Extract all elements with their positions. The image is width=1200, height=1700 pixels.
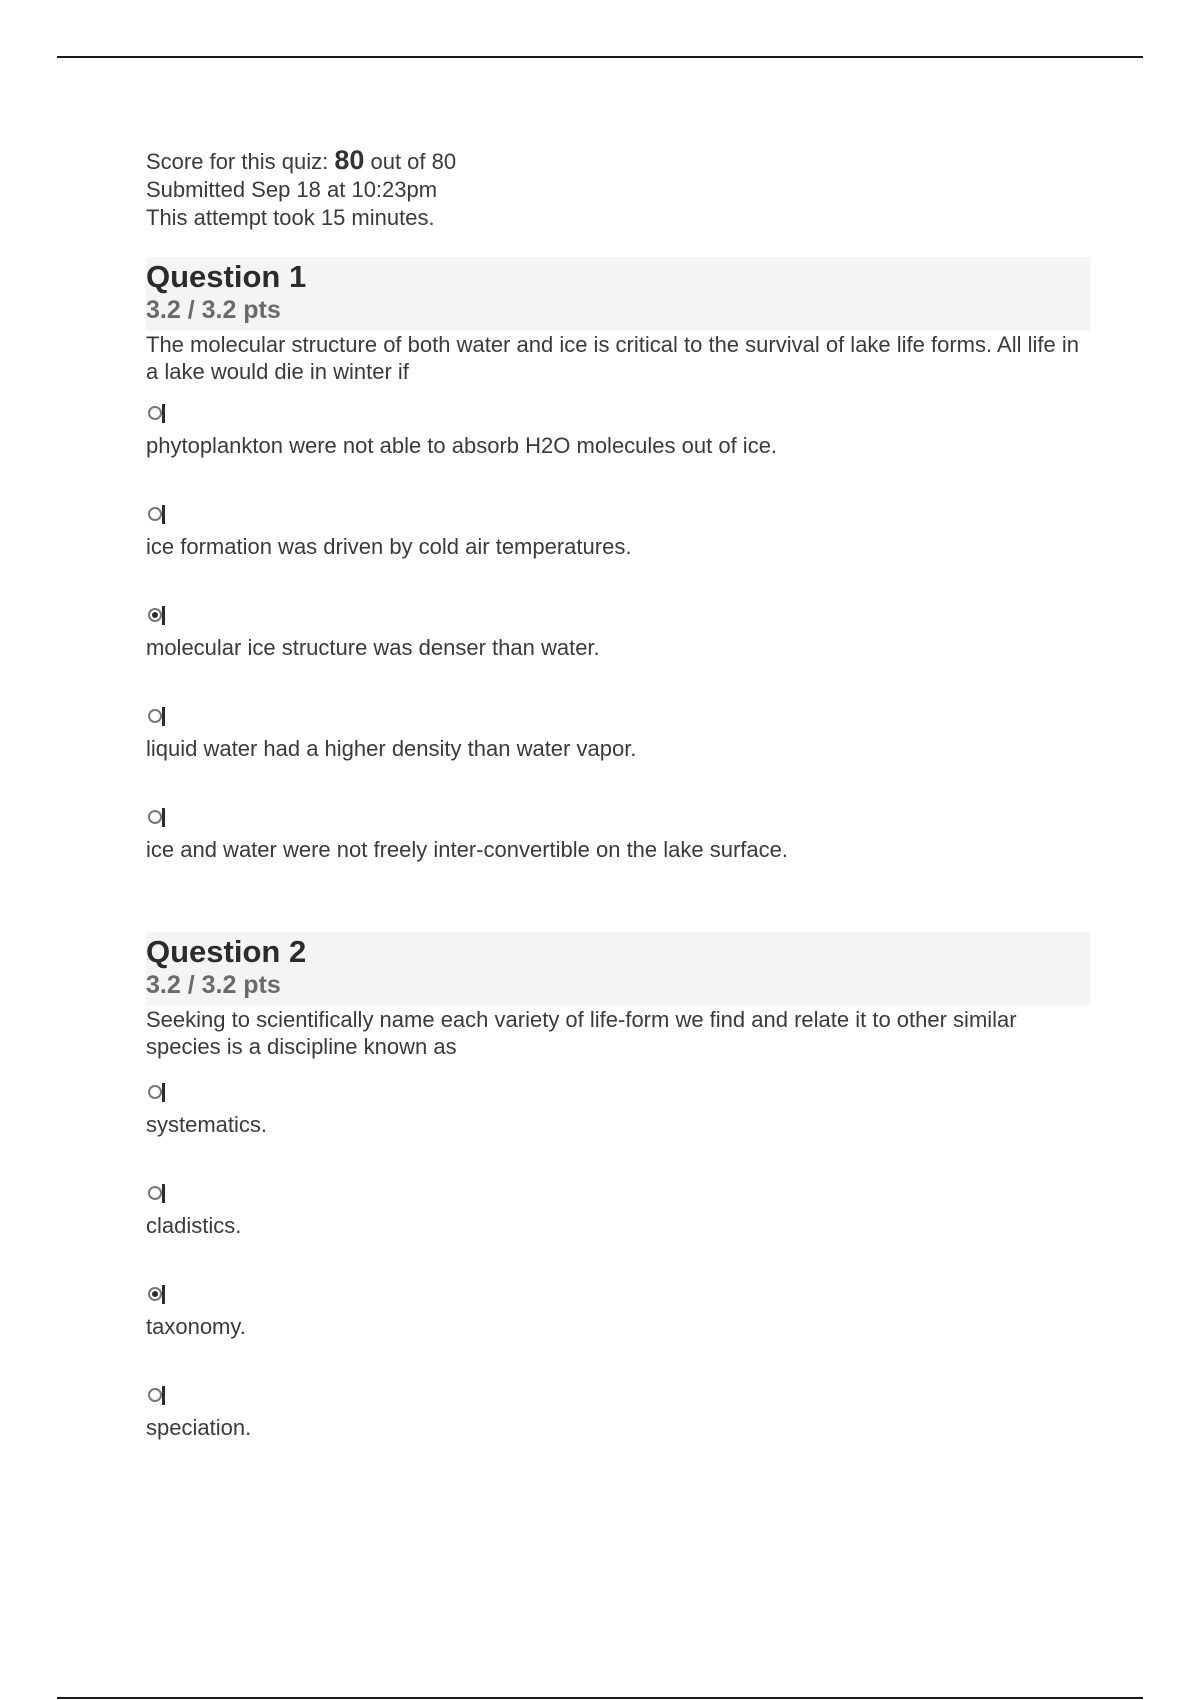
question-2: [146, 932, 1090, 1442]
answer-option: [146, 605, 1090, 662]
question-1: [146, 257, 1090, 864]
question-points: 3.2 / 3.2 pts: [146, 296, 281, 324]
question-text: Seeking to scientifically name each variety of life-form we find and relate it to other similar species is a discipline known as: [146, 1007, 1017, 1059]
top-divider: [57, 56, 1143, 58]
question-header: [146, 932, 1090, 1006]
answer-option: [146, 403, 1090, 460]
answer-text: ice and water were not freely inter-convertible on the lake surface.: [146, 837, 788, 862]
answer-text: systematics.: [146, 1112, 268, 1137]
answer-text: molecular ice structure was denser than water.: [146, 635, 600, 660]
answer-option: [146, 504, 1090, 561]
answer-text: liquid water had a higher density than water vapor.: [146, 736, 637, 761]
question-text: The molecular structure of both water and ice is critical to the survival of lake life forms. All life in a lake would die in winter if: [146, 332, 1079, 384]
score-line: [146, 146, 1090, 176]
question-header: [146, 257, 1090, 331]
question-title: Question 1: [146, 259, 307, 294]
answer-text: cladistics.: [146, 1213, 242, 1238]
answer-text: taxonomy.: [146, 1314, 246, 1339]
bottom-divider: [57, 1697, 1143, 1699]
radio-button[interactable]: [146, 1082, 168, 1104]
score-value: 80: [334, 145, 365, 175]
answer-option: [146, 1183, 1090, 1240]
submitted-time: Submitted Sep 18 at 10:23pm: [146, 177, 438, 202]
answer-option: [146, 1385, 1090, 1442]
radio-button-selected[interactable]: [146, 1284, 168, 1306]
radio-button[interactable]: [146, 1385, 168, 1407]
answer-text: phytoplankton were not able to absorb H2O molecules out of ice.: [146, 433, 778, 458]
question-points: 3.2 / 3.2 pts: [146, 971, 281, 999]
question-title: Question 2: [146, 934, 307, 969]
radio-button[interactable]: [146, 403, 168, 425]
radio-button[interactable]: [146, 706, 168, 728]
score-total: out of 80: [364, 149, 457, 174]
radio-button[interactable]: [146, 504, 168, 526]
answer-option: [146, 706, 1090, 763]
answer-option: [146, 1284, 1090, 1341]
radio-button[interactable]: [146, 807, 168, 829]
attempt-duration: This attempt took 15 minutes.: [146, 205, 435, 230]
quiz-summary: [146, 146, 1090, 232]
answer-text: ice formation was driven by cold air temperatures.: [146, 534, 632, 559]
answer-text: speciation.: [146, 1415, 252, 1440]
quiz-results: [146, 146, 1090, 1442]
answer-option: [146, 1082, 1090, 1139]
score-label: Score for this quiz:: [146, 149, 335, 174]
answer-option: [146, 807, 1090, 864]
radio-button[interactable]: [146, 1183, 168, 1205]
radio-button-selected[interactable]: [146, 605, 168, 627]
